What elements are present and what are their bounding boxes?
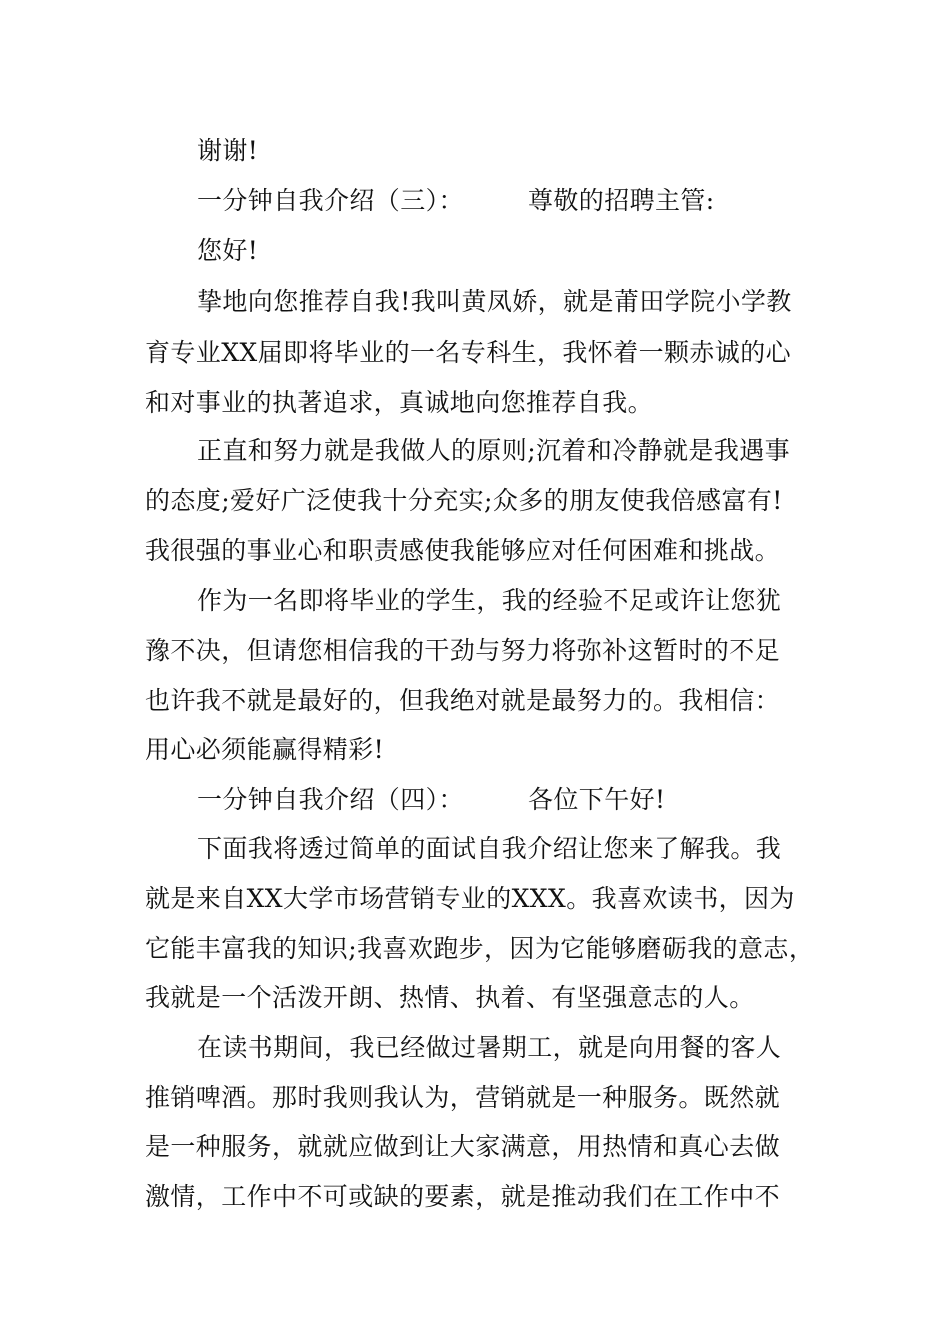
text-line: 激情，工作中不可或缺的要素，就是推动我们在工作中不 — [145, 1182, 781, 1211]
text-line: 和对事业的执著追求，真诚地向您推荐自我。 — [145, 388, 654, 417]
greeting: 各位下午好! — [528, 785, 666, 814]
text-line: 谢谢! — [197, 136, 259, 165]
text-line: 正直和努力就是我做人的原则;沉着和冷静就是我遇事 — [197, 436, 791, 465]
section-heading-label: 一分钟自我介绍（四）： — [197, 785, 464, 814]
text-line: 也许我不就是最好的，但我绝对就是最努力的。我相信： — [145, 686, 781, 715]
text-line: 它能丰富我的知识;我喜欢跑步，因为它能够磨砺我的意志， — [145, 934, 815, 963]
text-line: 推销啤酒。那时我则我认为，营销就是一种服务。既然就 — [145, 1083, 781, 1112]
section-heading-label: 一分钟自我介绍（三）： — [197, 186, 464, 215]
text-line: 我就是一个活泼开朗、热情、执着、有坚强意志的人。 — [145, 983, 755, 1012]
text-line: 我很强的事业心和职责感使我能够应对任何困难和挑战。 — [145, 536, 781, 565]
text-line: 您好! — [197, 236, 259, 265]
text-line: 育专业XX届即将毕业的一名专科生，我怀着一颗赤诚的心 — [145, 338, 791, 367]
text-line: 的态度;爱好广泛使我十分充实;众多的朋友使我倍感富有! — [145, 486, 783, 515]
text-line: 是一种服务，就就应做到让大家满意，用热情和真心去做 — [145, 1132, 781, 1161]
text-line: 作为一名即将毕业的学生，我的经验不足或许让您犹 — [197, 586, 782, 615]
section-heading-4 — [197, 774, 897, 826]
section-heading-3 — [197, 175, 897, 227]
text-line: 豫不决，但请您相信我的干劲与努力将弥补这暂时的不足 — [145, 636, 781, 665]
text-line: 下面我将透过简单的面试自我介绍让您来了解我。我 — [197, 834, 782, 863]
text-line: 就是来自XX大学市场营销专业的XXX。我喜欢读书，因为 — [145, 884, 795, 913]
text-line: 用心必须能赢得精彩! — [145, 735, 385, 764]
text-line: 在读书期间，我已经做过暑期工，就是向用餐的客人 — [197, 1033, 782, 1062]
text-line: 挚地向您推荐自我!我叫黄凤娇，就是莆田学院小学教 — [197, 287, 792, 316]
salutation: 尊敬的招聘主管: — [528, 186, 715, 215]
